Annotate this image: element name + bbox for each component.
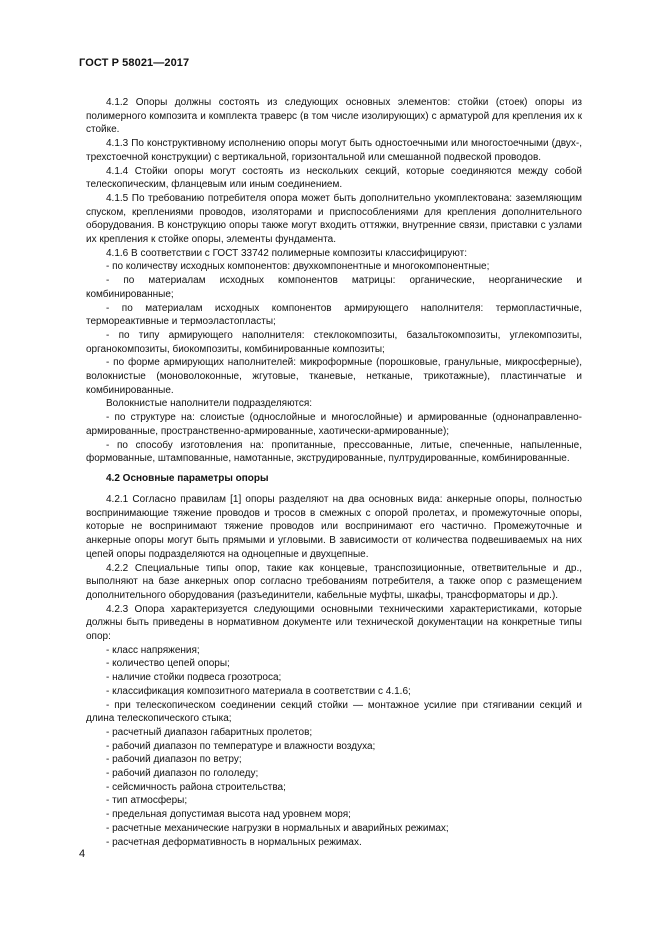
list-item: - по типу армирующего наполнителя: стеклокомпозиты, базальтокомпозиты, углекомпозиты, органокомпозиты, биокомпозиты, комбинированные композиты; — [86, 329, 582, 355]
list-item: - по способу изготовления на: пропитанные, прессованные, литые, спеченные, напыленные, формованные, штампованные, намотанные, экструдированные, пултрудированные, комбинированные. — [86, 439, 582, 465]
list-item: - наличие стойки подвеса грозотроса; — [106, 672, 282, 684]
paragraph-4-1-3: 4.1.3 По конструктивному исполнению опоры могут быть одностоечными или многостоечными (двух-, трехстоечной конструкции) с вертикальной, горизонтальной или смешанной подвеской проводов. — [86, 138, 582, 163]
list-item: - расчетная деформативность в нормальных режимах. — [106, 836, 362, 848]
list-item: - классификация композитного материала в соответствии с 4.1.6; — [106, 685, 411, 697]
list-item: - сейсмичность района строительства; — [106, 781, 286, 793]
paragraph-4-2-2: 4.2.2 Специальные типы опор, такие как концевые, транспозиционные, ответвительные и др., выполняют на базе анкерных опор согласно требованиям потребителя, а также опор с размещением дополнительного оборудования (разъединители, кабельные муфты, шкафы, трансформаторы и др.). — [86, 562, 582, 601]
paragraph-4-2-1: 4.2.1 Согласно правилам [1] опоры разделяют на два основных вида: анкерные опоры, полностью воспринимающие тяжение проводов и тросов в смежных с опорой пролетах, и промежуточные опоры, которые не воспринимают тяжение проводов или воспринимают его частично. Промежуточные и анкерные опоры могут быть прямыми и угловыми. В зависимости от количества подвешиваемых на них цепей опоры подразделяются на одноцепные и двухцепные. — [86, 493, 582, 560]
page-number: 4 — [79, 848, 86, 860]
list-item: - расчетные механические нагрузки в нормальных и аварийных режимах; — [106, 822, 449, 834]
list-item: - рабочий диапазон по гололеду; — [106, 768, 259, 780]
list-item: - тип атмосферы; — [106, 795, 188, 807]
list-item: - количество цепей опоры; — [106, 658, 230, 670]
list-item: - по количеству исходных компонентов: двухкомпонентные и многокомпонентные; — [106, 261, 490, 273]
list-item: - рабочий диапазон по ветру; — [106, 754, 242, 766]
paragraph-fiber-fillers: Волокнистые наполнители подразделяются: — [106, 398, 313, 410]
section-heading-4-2: 4.2 Основные параметры опоры — [106, 472, 269, 484]
list-item: - при телескопическом соединении секций стойки — монтажное усилие при стягивании секций и длина телескопического стыка; — [86, 699, 582, 725]
document-code-header: ГОСТ Р 58021—2017 — [79, 57, 190, 69]
paragraph-4-2-3: 4.2.3 Опора характеризуется следующими основными техническими характеристиками, которые должны быть приведены в нормативном документе или технической документации на конкретные типы опор: — [86, 603, 582, 643]
list-item: - расчетный диапазон габаритных пролетов; — [106, 726, 313, 738]
list-item: - предельная допустимая высота над уровнем моря; — [106, 809, 351, 821]
list-item: - класс напряжения; — [106, 644, 200, 656]
list-item: - по форме армирующих наполнителей: микроформные (порошковые, гранульные, микросферные), волокнистые (моноволоконные, жгутовые, тканевые, нетканые, трикотажные), пластинчатые и комбинированные. — [86, 357, 582, 396]
list-item: - по материалам исходных компонентов матрицы: органические, неорганические и комбинированные; — [86, 275, 582, 300]
paragraph-4-1-2: 4.1.2 Опоры должны состоять из следующих основных элементов: стойки (стоек) опоры из полимерного композита и комплекта траверс (в том числе изолирующих) с арматурой для крепления их к стойке. — [86, 97, 582, 136]
list-item: - рабочий диапазон по температуре и влажности воздуха; — [106, 740, 376, 752]
list-item: - по материалам исходных компонентов армирующего наполнителя: термопластичные, термореактивные и термоэластопласты; — [86, 302, 582, 328]
list-item: - по структуре на: слоистые (однослойные и многослойные) и армированные (однонаправленно-армированные, пространственно-армированные, хаотически-армированные); — [86, 412, 582, 437]
page-content — [86, 96, 582, 849]
paragraph-4-1-5: 4.1.5 По требованию потребителя опора может быть дополнительно укомплектована: заземляющим спуском, креплениями проводов, изоляторами и приспособлениями для крепления дополнительного оборудования. В конструкцию опоры также могут входить оттяжки, внутренние связи, приставки с узлами их крепления к стойке опоры, элементы фундамента. — [86, 192, 582, 246]
paragraph-4-1-4: 4.1.4 Стойки опоры могут состоять из нескольких секций, которые соединяются между собой телескопическим, фланцевым или иным соединением. — [86, 165, 582, 191]
paragraph-4-1-6: 4.1.6 В соответствии с ГОСТ 33742 полимерные композиты классифицируют: — [106, 247, 467, 259]
